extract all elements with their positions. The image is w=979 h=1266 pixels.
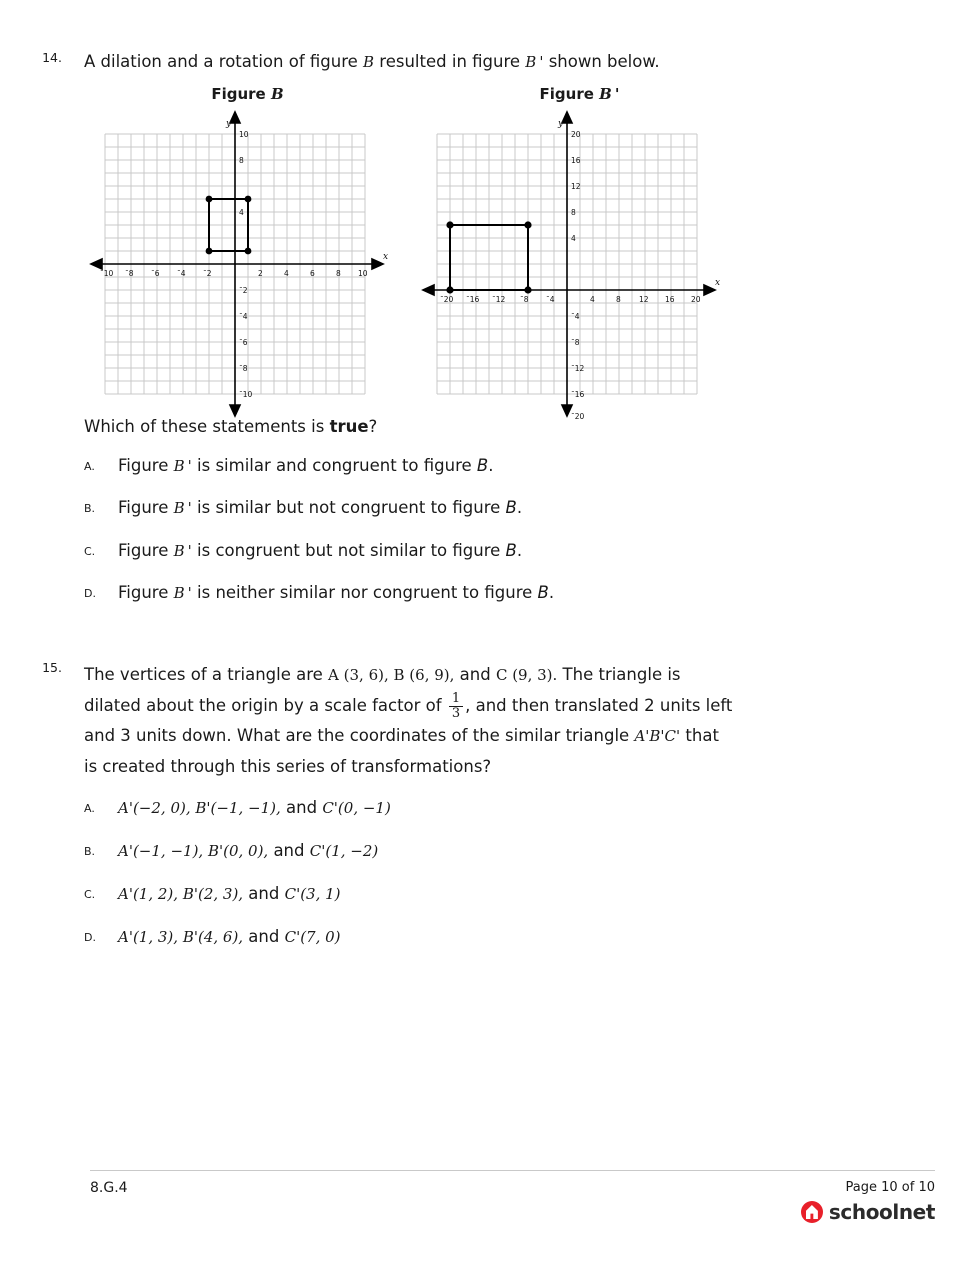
q14-choice-c[interactable] bbox=[84, 541, 804, 560]
figure-b-prime-title-text: Figure bbox=[539, 85, 600, 103]
q14c-post: is congruent but not similar to figure bbox=[191, 541, 506, 560]
fig-b-ytick-4: 4 bbox=[239, 208, 244, 217]
fig-bp-xtick-20: 20 bbox=[691, 295, 701, 304]
page-number: Page 10 of 10 bbox=[845, 1180, 935, 1195]
scale-factor-fraction bbox=[449, 692, 463, 720]
fig-bp-ytick-4: 4 bbox=[571, 234, 576, 243]
figure-b-title-var: B bbox=[270, 85, 284, 103]
q15-math1: A (3, 6), B (6, 9), bbox=[328, 666, 455, 684]
fig-b-ytick--2: ¯2 bbox=[239, 286, 248, 295]
q14-choice-c-text bbox=[118, 541, 804, 560]
q15b-math-b: C'(1, −2) bbox=[309, 842, 379, 860]
fraction-numerator: 1 bbox=[449, 692, 463, 707]
q14c-end: . bbox=[516, 541, 523, 560]
q15-part4: , and then translated 2 units left and 3 units down. What are the coordinates of the similar triangle bbox=[84, 695, 733, 746]
q14a-end: . bbox=[488, 456, 494, 475]
fig-b-xtick--4: ¯4 bbox=[177, 269, 186, 278]
question-14-number: 14. bbox=[42, 50, 62, 65]
fig-bp-ytick-16: 16 bbox=[571, 156, 581, 165]
fig-b-ytick--8: ¯8 bbox=[239, 364, 248, 373]
fig-bp-xtick--8: ¯8 bbox=[520, 295, 529, 304]
q14-choice-c-letter: C. bbox=[84, 545, 96, 558]
fig-b-y-axis-label: y bbox=[226, 119, 232, 129]
fig-b-xtick--10: ¯10 bbox=[100, 269, 114, 278]
q14b-var: B ' bbox=[173, 499, 192, 517]
q14-choice-b[interactable] bbox=[84, 498, 804, 517]
fig-b-ytick--10: ¯10 bbox=[239, 390, 253, 399]
q14d-pre: Figure bbox=[118, 583, 174, 602]
q15-choice-b[interactable] bbox=[84, 841, 804, 860]
q15-part3: The triangle is dilated about the origin by a scale factor of bbox=[84, 665, 681, 715]
fig-b-xtick-8: 8 bbox=[336, 269, 341, 278]
q15-part2: and bbox=[454, 665, 496, 684]
fig-bp-xtick-4: 4 bbox=[590, 295, 595, 304]
q15-choice-a-letter: A. bbox=[84, 802, 95, 815]
q14d-post: is neither similar nor congruent to figure bbox=[191, 583, 538, 602]
fig-bp-xtick--20: ¯20 bbox=[440, 295, 454, 304]
fig-b-xtick-2: 2 bbox=[258, 269, 263, 278]
q14-choice-d[interactable] bbox=[84, 583, 804, 602]
q14a-var2: B bbox=[476, 456, 489, 475]
figure-b-prime-svg bbox=[432, 109, 727, 421]
q14-prompt-suffix: ? bbox=[368, 417, 378, 436]
q14c-var2: B bbox=[505, 541, 517, 560]
q14b-pre: Figure bbox=[118, 498, 174, 517]
q14-stem-var2: B ' bbox=[525, 53, 544, 71]
q14-choice-b-text bbox=[118, 498, 804, 517]
q15-choice-c-letter: C. bbox=[84, 888, 96, 901]
q14-stem-suffix: shown below. bbox=[543, 52, 660, 71]
q15-math3: A'B'C' bbox=[634, 727, 681, 746]
fig-bp-ytick-8: 8 bbox=[571, 208, 576, 217]
q14c-pre: Figure bbox=[118, 541, 174, 560]
figure-b-prime-title bbox=[432, 85, 727, 103]
fig-bp-ytick-20: 20 bbox=[571, 130, 581, 139]
q15c-math-b: C'(3, 1) bbox=[284, 885, 341, 903]
q14-stem-prefix: A dilation and a rotation of figure bbox=[84, 52, 364, 71]
q15d-math-a: A'(1, 3), B'(4, 6), bbox=[118, 928, 244, 946]
figure-b-title bbox=[100, 85, 395, 103]
q14-prompt-bold: true bbox=[329, 417, 369, 436]
q15d-mid: and bbox=[243, 927, 285, 946]
q14b-end: . bbox=[516, 498, 523, 517]
q14b-var2: B bbox=[505, 498, 517, 517]
q15a-math-a: A'(−2, 0), B'(−1, −1), bbox=[118, 799, 281, 817]
fig-b-xtick--6: ¯6 bbox=[151, 269, 160, 278]
fig-b-xtick--8: ¯8 bbox=[125, 269, 134, 278]
fig-bp-xtick--12: ¯12 bbox=[492, 295, 506, 304]
q14-choice-a-text bbox=[118, 456, 804, 475]
figure-b-prime-title-var: B ' bbox=[599, 85, 620, 103]
question-15-number: 15. bbox=[42, 660, 62, 675]
schoolnet-house-icon bbox=[801, 1201, 823, 1223]
q14-choice-b-letter: B. bbox=[84, 502, 96, 515]
question-15-stem bbox=[84, 660, 734, 782]
schoolnet-logo bbox=[801, 1200, 935, 1224]
fig-bp-ytick--8: ¯8 bbox=[571, 338, 580, 347]
fig-bp-ytick--20: ¯20 bbox=[571, 412, 585, 421]
q14-choice-d-letter: D. bbox=[84, 587, 96, 600]
fig-bp-ytick--12: ¯12 bbox=[571, 364, 585, 373]
q15-choice-c[interactable] bbox=[84, 884, 804, 903]
fig-bp-xtick-8: 8 bbox=[616, 295, 621, 304]
q14d-var: B ' bbox=[173, 584, 192, 602]
figure-b-title-text: Figure bbox=[211, 85, 271, 103]
fraction-denominator: 3 bbox=[451, 705, 461, 721]
fig-b-ytick--4: ¯4 bbox=[239, 312, 248, 321]
q15-choice-a[interactable] bbox=[84, 798, 804, 817]
q14-stem-mid: resulted in figure bbox=[374, 52, 526, 71]
q14a-var: B ' bbox=[173, 457, 192, 475]
brand-name: schoolnet bbox=[828, 1200, 935, 1224]
fig-bp-xtick-16: 16 bbox=[665, 295, 675, 304]
q15d-math-b: C'(7, 0) bbox=[284, 928, 341, 946]
fig-b-x-axis-label: x bbox=[383, 252, 389, 262]
q15-choice-b-letter: B. bbox=[84, 845, 96, 858]
q14d-var2: B bbox=[537, 583, 549, 602]
q14a-pre: Figure bbox=[118, 456, 174, 475]
figure-b-prime-graph bbox=[432, 109, 727, 421]
fig-b-ytick-10: 10 bbox=[239, 130, 249, 139]
q15-choice-c-text bbox=[118, 884, 804, 903]
fig-bp-ytick--16: ¯16 bbox=[571, 390, 585, 399]
question-14-prompt bbox=[84, 415, 774, 438]
fig-b-xtick--2: ¯2 bbox=[203, 269, 212, 278]
q14a-post: is similar and congruent to figure bbox=[191, 456, 477, 475]
fig-b-xtick-4: 4 bbox=[284, 269, 289, 278]
q15-choice-d-text bbox=[118, 927, 804, 946]
q15-part5: that is created through this series of transformations? bbox=[84, 726, 719, 776]
fig-b-xtick-6: 6 bbox=[310, 269, 315, 278]
fig-bp-y-axis-label: y bbox=[558, 119, 564, 129]
q15a-math-b: C'(0, −1) bbox=[322, 799, 391, 817]
figure-b-graph bbox=[100, 109, 395, 408]
q15a-mid: and bbox=[280, 798, 323, 817]
fig-bp-ytick-12: 12 bbox=[571, 182, 581, 191]
q14b-post: is similar but not congruent to figure bbox=[191, 498, 506, 517]
fig-b-ytick-8: 8 bbox=[239, 156, 244, 165]
q15c-mid: and bbox=[243, 884, 285, 903]
footer-divider bbox=[90, 1170, 935, 1171]
q14-choice-a[interactable] bbox=[84, 456, 804, 475]
fig-bp-xtick--4: ¯4 bbox=[546, 295, 555, 304]
fig-b-xtick-10: 10 bbox=[358, 269, 368, 278]
figure-b-svg bbox=[100, 109, 395, 404]
standard-code: 8.G.4 bbox=[90, 1180, 128, 1196]
fig-bp-xtick--16: ¯16 bbox=[466, 295, 480, 304]
q14c-var: B ' bbox=[173, 542, 192, 560]
q14-choice-a-letter: A. bbox=[84, 460, 95, 473]
q15-choice-d-letter: D. bbox=[84, 931, 96, 944]
q15c-math-a: A'(1, 2), B'(2, 3), bbox=[118, 885, 244, 903]
fig-bp-xtick-12: 12 bbox=[639, 295, 649, 304]
q14-stem-var1: B bbox=[363, 53, 375, 71]
q14d-end: . bbox=[548, 583, 555, 602]
fig-b-ytick--6: ¯6 bbox=[239, 338, 248, 347]
figure-b-prime bbox=[432, 85, 727, 421]
q15b-math-a: A'(−1, −1), B'(0, 0), bbox=[118, 842, 269, 860]
q15-choice-b-text bbox=[118, 841, 804, 860]
q15-part1: The vertices of a triangle are bbox=[84, 665, 329, 684]
q15-choice-a-text bbox=[118, 798, 804, 817]
q14-choice-d-text bbox=[118, 583, 804, 602]
question-14-stem bbox=[84, 50, 774, 73]
q15b-mid: and bbox=[268, 841, 310, 860]
q15-choice-d[interactable] bbox=[84, 927, 804, 946]
figure-b bbox=[100, 85, 395, 408]
fig-bp-x-axis-label: x bbox=[715, 278, 721, 288]
fig-bp-ytick--4: ¯4 bbox=[571, 312, 580, 321]
q15-math2: C (9, 3). bbox=[495, 666, 558, 684]
q14-prompt-prefix: Which of these statements is bbox=[84, 417, 330, 436]
